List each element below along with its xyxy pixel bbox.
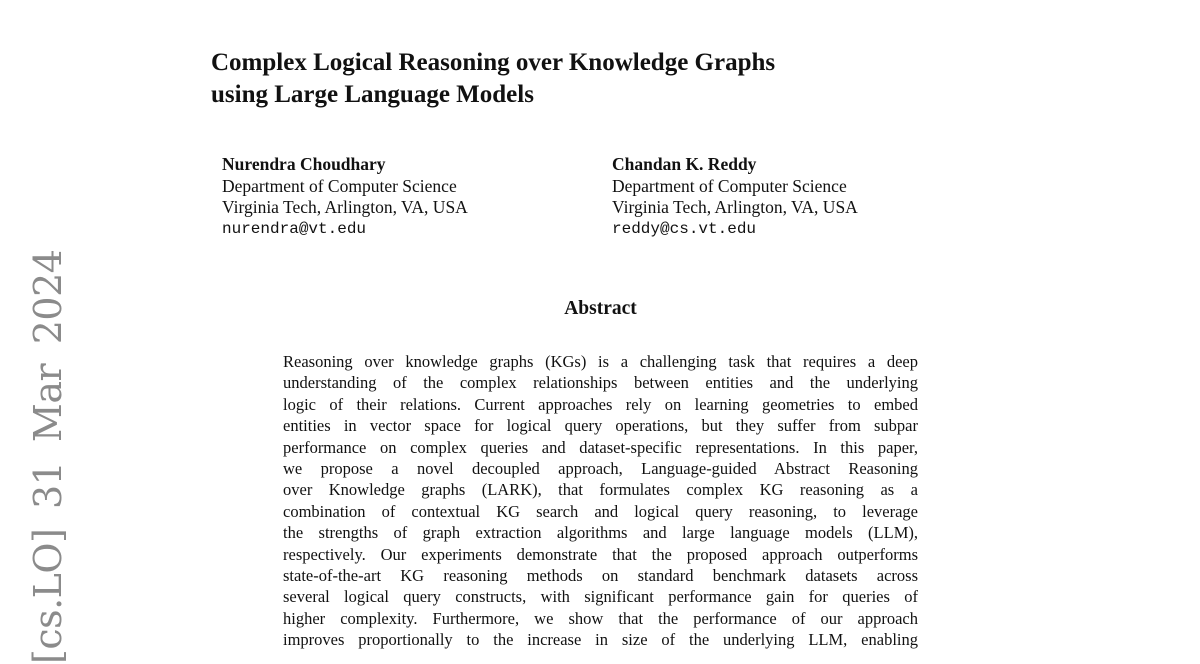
- abstract-heading: Abstract: [564, 298, 637, 319]
- abstract-line: higher complexity. Furthermore, we show that the performance of our approach: [283, 608, 918, 628]
- author-block: [222, 154, 1002, 241]
- abstract-line: state-of-the-art KG reasoning methods on standard benchmark datasets across: [283, 565, 918, 585]
- author-name: Chandan K. Reddy: [612, 154, 757, 174]
- abstract-line: understanding of the complex relationships between entities and the underlying: [283, 373, 918, 393]
- abstract-line: logic of their relations. Current approaches rely on learning geometries to embed: [283, 394, 918, 414]
- author-affiliation-line: Virginia Tech, Arlington, VA, USA: [612, 197, 858, 218]
- abstract-line: we propose a novel decoupled approach, Language-guided Abstract Reasoning: [283, 458, 918, 478]
- abstract-line: Reasoning over knowledge graphs (KGs) is a challenging task that requires a deep: [283, 352, 918, 371]
- abstract-line: improves proportionally to the increase in size of the underlying LLM, enabling: [283, 630, 918, 650]
- abstract-line: respectively. Our experiments demonstrate that the proposed approach outperforms: [283, 544, 918, 564]
- author-column: [612, 154, 1002, 241]
- abstract-line: entities in vector space for logical query operations, but they suffer from subpar: [283, 416, 918, 436]
- author-affiliation-line: Department of Computer Science: [222, 175, 457, 196]
- abstract-line: several logical query constructs, with significant performance gain for queries of: [283, 587, 918, 607]
- abstract-line: performance on complex queries and dataset-specific representations. In this paper,: [283, 437, 918, 457]
- title-line: Complex Logical Reasoning over Knowledge Graphs: [211, 49, 776, 76]
- arxiv-watermark: [cs.LO] 31 Mar 2024: [26, 249, 70, 664]
- author-affiliation-line: Department of Computer Science: [612, 175, 847, 196]
- abstract-line: combination of contextual KG search and logical query reasoning, to leverage: [283, 501, 918, 521]
- author-name: Nurendra Choudhary: [222, 154, 386, 174]
- paper-title: [211, 47, 775, 111]
- title-line: using Large Language Models: [211, 81, 534, 108]
- abstract-body: [283, 351, 918, 650]
- author-email: reddy@cs.vt.edu: [612, 220, 757, 239]
- abstract-line: over Knowledge graphs (LARK), that formulates complex KG reasoning as a: [283, 480, 918, 500]
- abstract-line: the strengths of graph extraction algorithms and large language models (LLM),: [283, 523, 918, 543]
- author-affiliation-line: Virginia Tech, Arlington, VA, USA: [222, 197, 468, 218]
- author-email: nurendra@vt.edu: [222, 220, 367, 239]
- author-column: [222, 154, 612, 241]
